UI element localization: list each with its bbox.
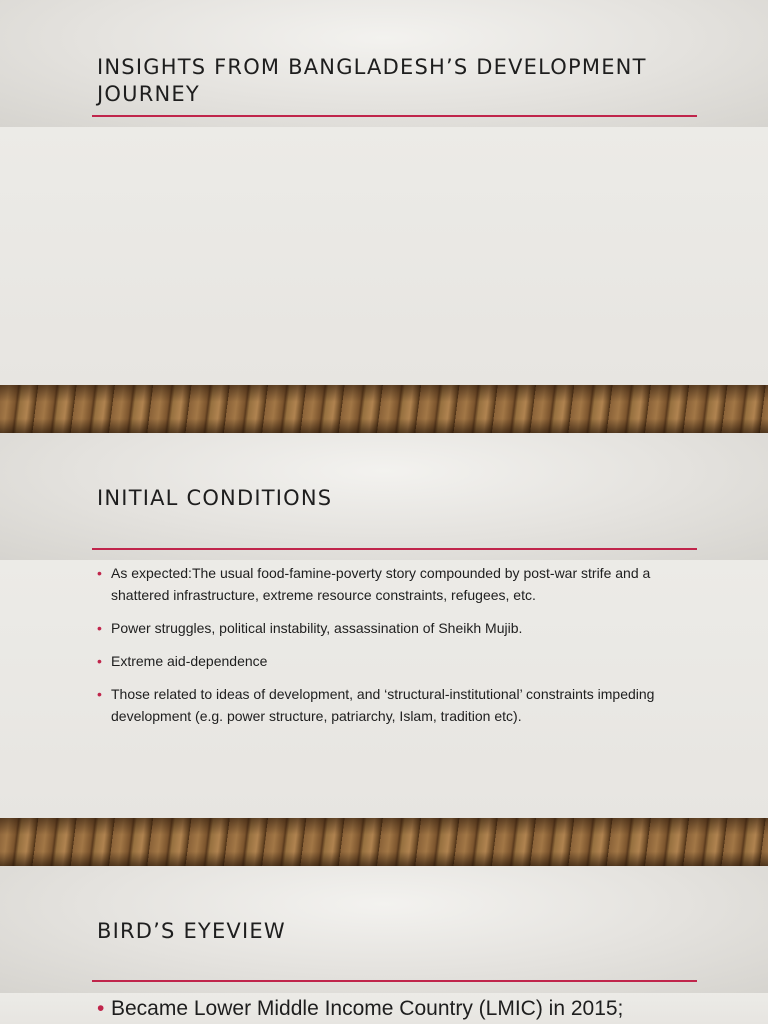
slide-1-title-line2: JOURNEY xyxy=(97,82,200,106)
list-item-line: Became Lower Middle Income Country (LMIC) in 2015; xyxy=(111,997,624,1020)
list-item-line: shattered infrastructure, extreme resource constraints, refugees, etc. xyxy=(111,587,536,603)
bullet-icon: • xyxy=(97,565,102,581)
slide-2-title: INITIAL CONDITIONS xyxy=(97,486,333,510)
slide-2-bullet-list xyxy=(97,562,697,738)
list-item xyxy=(97,995,697,1023)
slide-1-wood-floor xyxy=(0,385,768,433)
list-item xyxy=(97,650,697,672)
slide-1-title xyxy=(97,54,647,108)
slide-2 xyxy=(0,433,768,866)
slide-3 xyxy=(0,866,768,1024)
slide-1-title-rule xyxy=(92,115,697,117)
list-item xyxy=(97,617,697,639)
list-item xyxy=(97,562,697,606)
slide-1-title-line1: INSIGHTS FROM BANGLADESH’S DEVELOPMENT xyxy=(97,55,647,79)
list-item-line: Extreme aid-dependence xyxy=(111,653,268,669)
list-item-line: development (e.g. power structure, patriarchy, Islam, tradition etc). xyxy=(111,708,522,724)
slide-3-title: BIRD’S EYEVIEW xyxy=(97,919,286,943)
bullet-icon: • xyxy=(97,686,102,702)
list-item-line: As expected:The usual food-famine-poverty story compounded by post-war strife and a xyxy=(111,565,651,581)
slide-1-body xyxy=(0,127,768,385)
slide-2-wood-floor xyxy=(0,818,768,866)
list-item xyxy=(97,683,697,727)
list-item-line: Those related to ideas of development, and ‘structural-institutional’ constraints impeding xyxy=(111,686,655,702)
slide-3-title-rule xyxy=(92,980,697,982)
slide-1 xyxy=(0,0,768,433)
bullet-icon: • xyxy=(97,620,102,636)
slide-3-bullet-list xyxy=(97,995,697,1023)
list-item-line: Power struggles, political instability, assassination of Sheikh Mujib. xyxy=(111,620,523,636)
slide-2-title-rule xyxy=(92,548,697,550)
bullet-icon: • xyxy=(97,653,102,669)
bullet-icon: • xyxy=(97,997,105,1020)
